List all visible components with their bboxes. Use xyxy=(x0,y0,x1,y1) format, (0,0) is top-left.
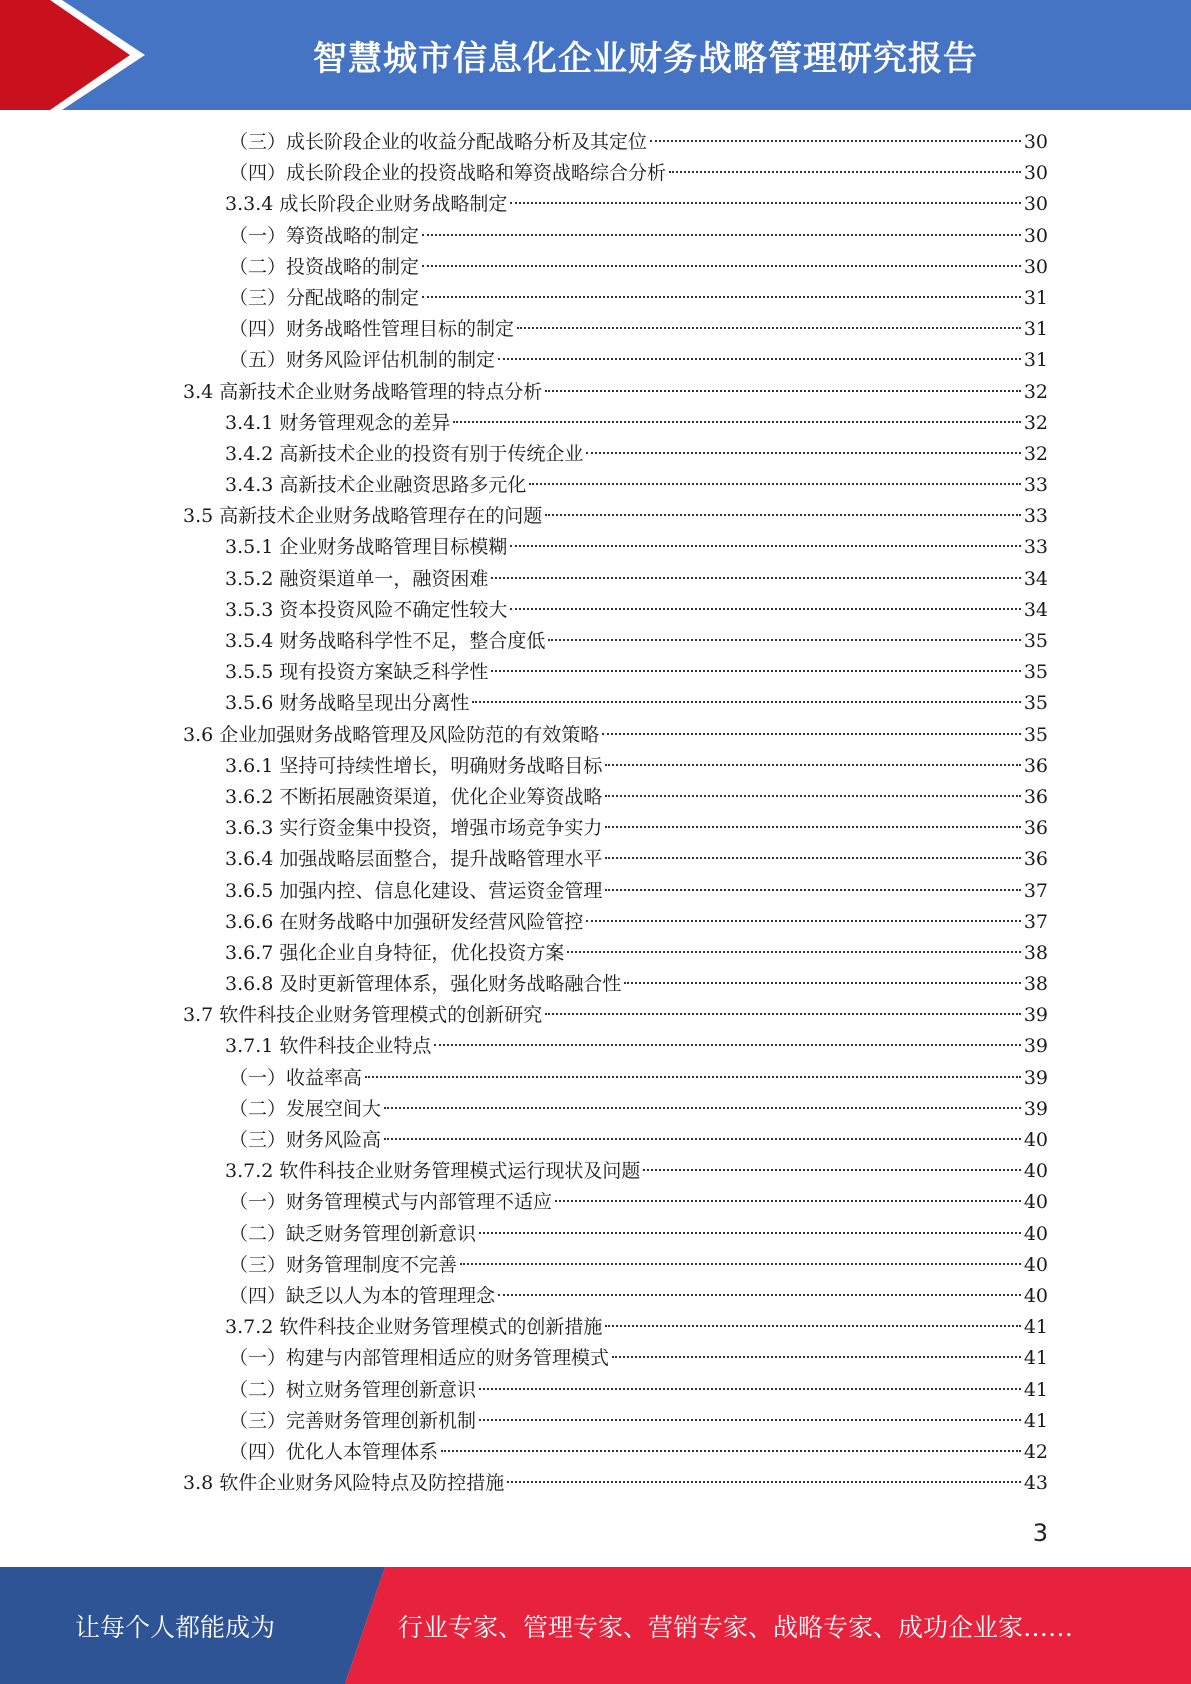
toc-entry[interactable] xyxy=(0,189,1191,220)
toc-entry[interactable] xyxy=(0,1000,1191,1031)
toc-dot-leader xyxy=(529,483,1020,485)
toc-entry-page: 32 xyxy=(1023,411,1048,434)
toc-entry-page: 36 xyxy=(1023,754,1048,777)
toc-entry[interactable] xyxy=(0,564,1191,595)
toc-entry-page: 30 xyxy=(1023,162,1048,185)
toc-entry[interactable] xyxy=(0,345,1191,376)
toc-entry-title: 3.4.1 财务管理观念的差异 xyxy=(225,411,451,434)
toc-entry-page: 41 xyxy=(1023,1347,1048,1370)
footer-slogan: 让每个人都能成为 xyxy=(74,1612,275,1642)
toc-entry[interactable] xyxy=(0,1031,1191,1062)
toc-entry-title: 3.5.2 融资渠道单一，融资困难 xyxy=(225,567,489,590)
toc-entry-page: 36 xyxy=(1023,817,1048,840)
toc-dot-leader xyxy=(586,920,1020,922)
toc-entry-title: （四）成长阶段企业的投资战略和筹资战略综合分析 xyxy=(229,162,667,185)
toc-entry-page: 30 xyxy=(1023,131,1048,153)
toc-dot-leader xyxy=(545,390,1021,392)
toc-entry-page: 30 xyxy=(1023,224,1048,247)
toc-entry[interactable] xyxy=(0,408,1191,439)
toc-dot-leader xyxy=(643,1169,1020,1171)
toc-entry[interactable] xyxy=(0,314,1191,345)
toc-entry[interactable] xyxy=(0,657,1191,688)
toc-entry-page: 31 xyxy=(1023,349,1048,372)
toc-dot-leader xyxy=(479,1232,1021,1234)
toc-entry[interactable] xyxy=(0,1281,1191,1312)
toc-entry[interactable] xyxy=(0,938,1191,969)
toc-dot-leader xyxy=(422,234,1021,236)
toc-entry-page: 32 xyxy=(1023,442,1048,465)
toc-entry-title: 3.4.2 高新技术企业的投资有别于传统企业 xyxy=(225,442,584,465)
toc-entry-title: （三）财务管理制度不完善 xyxy=(229,1253,458,1276)
toc-dot-leader xyxy=(548,639,1020,641)
toc-entry-title: （四）缺乏以人为本的管理理念 xyxy=(229,1284,496,1307)
toc-entry-title: 3.7.2 软件科技企业财务管理模式的创新措施 xyxy=(225,1316,603,1339)
toc-entry-page: 39 xyxy=(1023,1066,1048,1089)
toc-dot-leader xyxy=(434,1044,1020,1046)
toc-dot-leader xyxy=(586,452,1020,454)
toc-entry-page: 37 xyxy=(1023,910,1048,933)
toc-entry-title: 3.6.5 加强内控、信息化建设、营运资金管理 xyxy=(225,879,603,902)
toc-entry-title: 3.6.7 强化企业自身特征，优化投资方案 xyxy=(225,941,565,964)
toc-entry-title: （一）财务管理模式与内部管理不适应 xyxy=(229,1191,553,1214)
chevron-arrow-icon xyxy=(0,0,160,110)
toc-entry[interactable] xyxy=(0,844,1191,875)
toc-entry[interactable] xyxy=(0,532,1191,563)
toc-dot-leader xyxy=(669,171,1021,173)
toc-entry-title: 3.6.2 不断拓展融资渠道，优化企业筹资战略 xyxy=(225,785,603,808)
toc-entry-title: 3.7.2 软件科技企业财务管理模式运行现状及问题 xyxy=(225,1160,641,1183)
toc-entry-page: 40 xyxy=(1023,1222,1048,1245)
toc-entry-title: 3.3.4 成长阶段企业财务战略制定 xyxy=(225,193,508,216)
toc-entry-title: （三）财务风险高 xyxy=(229,1129,382,1151)
toc-entry-page: 36 xyxy=(1023,785,1048,808)
toc-entry-title: 3.6 企业加强财务战略管理及风险防范的有效策略 xyxy=(183,723,600,746)
toc-entry-page: 41 xyxy=(1023,1316,1048,1339)
toc-dot-leader xyxy=(422,265,1021,267)
toc-entry-title: （二）投资战略的制定 xyxy=(229,255,420,278)
toc-entry-page: 35 xyxy=(1023,661,1048,684)
toc-entry-page: 38 xyxy=(1023,973,1048,996)
toc-entry-title: 3.4 高新技术企业财务战略管理的特点分析 xyxy=(183,380,543,403)
toc-entry[interactable] xyxy=(0,595,1191,626)
toc-entry-page: 33 xyxy=(1023,536,1048,559)
page-footer xyxy=(0,1567,1191,1684)
toc-entry-title: 3.6.8 及时更新管理体系，强化财务战略融合性 xyxy=(225,973,622,996)
toc-dot-leader xyxy=(453,421,1020,423)
toc-entry[interactable] xyxy=(0,158,1191,189)
toc-entry-page: 30 xyxy=(1023,193,1048,216)
toc-entry-page: 40 xyxy=(1023,1191,1048,1214)
toc-dot-leader xyxy=(605,1325,1020,1327)
toc-entry-title: （四）优化人本管理体系 xyxy=(229,1440,439,1463)
toc-entry-title: 3.7.1 软件科技企业特点 xyxy=(225,1035,432,1058)
toc-entry[interactable] xyxy=(0,1437,1191,1468)
toc-entry-title: （二）发展空间大 xyxy=(229,1097,382,1120)
toc-entry-page: 42 xyxy=(1023,1440,1048,1463)
toc-dot-leader xyxy=(441,1450,1021,1452)
toc-entry-title: 3.5.1 企业财务战略管理目标模糊 xyxy=(225,536,508,559)
toc-entry[interactable] xyxy=(0,876,1191,907)
toc-entry[interactable] xyxy=(0,720,1191,751)
toc-dot-leader xyxy=(567,951,1020,953)
toc-entry[interactable] xyxy=(0,813,1191,844)
toc-entry-page: 35 xyxy=(1023,692,1048,715)
toc-entry[interactable] xyxy=(0,1343,1191,1374)
toc-entry-page: 33 xyxy=(1023,474,1048,497)
toc-entry[interactable] xyxy=(0,1250,1191,1281)
toc-entry-title: （三）成长阶段企业的收益分配战略分析及其定位 xyxy=(229,131,648,153)
toc-entry-title: 3.7 软件科技企业财务管理模式的创新研究 xyxy=(183,1004,543,1027)
toc-entry[interactable] xyxy=(0,127,1191,158)
toc-dot-leader xyxy=(605,857,1020,859)
toc-entry[interactable] xyxy=(0,1063,1191,1094)
toc-entry-page: 33 xyxy=(1023,505,1048,528)
toc-entry[interactable] xyxy=(0,1312,1191,1343)
toc-entry-title: 3.6.3 实行资金集中投资，增强市场竞争实力 xyxy=(225,817,603,840)
toc-entry-title: 3.5.4 财务战略科学性不足，整合度低 xyxy=(225,630,546,652)
toc-entry-title: 3.6.4 加强战略层面整合，提升战略管理水平 xyxy=(225,848,603,871)
toc-entry-page: 36 xyxy=(1023,848,1048,871)
toc-dot-leader xyxy=(605,764,1020,766)
toc-entry-page: 43 xyxy=(1023,1472,1048,1495)
toc-entry[interactable] xyxy=(0,969,1191,1000)
toc-entry[interactable] xyxy=(0,782,1191,813)
toc-dot-leader xyxy=(472,701,1020,703)
toc-dot-leader xyxy=(605,795,1020,797)
toc-dot-leader xyxy=(605,889,1020,891)
toc-entry-title: 3.5.3 资本投资风险不确定性较大 xyxy=(225,598,508,621)
toc-entry-page: 40 xyxy=(1023,1253,1048,1276)
toc-entry-page: 40 xyxy=(1023,1129,1048,1151)
toc-entry[interactable] xyxy=(0,1375,1191,1406)
toc-entry[interactable] xyxy=(0,1468,1191,1499)
toc-entry[interactable] xyxy=(0,751,1191,782)
toc-entry-title: （二）缺乏财务管理创新意识 xyxy=(229,1222,477,1245)
toc-entry-page: 37 xyxy=(1023,879,1048,902)
toc-entry-title: （一）收益率高 xyxy=(229,1066,363,1089)
toc-entry[interactable] xyxy=(0,470,1191,501)
toc-dot-leader xyxy=(650,140,1021,142)
toc-entry-page: 35 xyxy=(1023,630,1048,652)
toc-entry[interactable] xyxy=(0,1156,1191,1187)
toc-entry-page: 30 xyxy=(1023,255,1048,278)
toc-entry[interactable] xyxy=(0,1094,1191,1125)
toc-entry-page: 40 xyxy=(1023,1284,1048,1307)
toc-dot-leader xyxy=(605,826,1020,828)
toc-entry-title: （四）财务战略性管理目标的制定 xyxy=(229,318,515,341)
toc-dot-leader xyxy=(498,1294,1021,1296)
toc-dot-leader xyxy=(491,577,1020,579)
toc-entry[interactable] xyxy=(0,221,1191,252)
toc-dot-leader xyxy=(479,1419,1021,1421)
toc-entry-title: （五）财务风险评估机制的制定 xyxy=(229,349,496,372)
toc-entry[interactable] xyxy=(0,1187,1191,1218)
toc-entry[interactable] xyxy=(0,377,1191,408)
toc-dot-leader xyxy=(384,1138,1021,1140)
toc-dot-leader xyxy=(545,514,1021,516)
toc-entry[interactable] xyxy=(0,501,1191,532)
toc-entry[interactable] xyxy=(0,626,1191,657)
toc-entry[interactable] xyxy=(0,439,1191,470)
toc-entry-page: 40 xyxy=(1023,1160,1048,1183)
toc-entry-title: 3.5.6 财务战略呈现出分离性 xyxy=(225,692,470,715)
toc-entry-page: 41 xyxy=(1023,1409,1048,1432)
toc-entry-page: 34 xyxy=(1023,598,1048,621)
toc-entry-title: 3.8 软件企业财务风险特点及防控措施 xyxy=(183,1472,505,1495)
toc-entry-page: 34 xyxy=(1023,567,1048,590)
toc-entry[interactable] xyxy=(0,907,1191,938)
toc-dot-leader xyxy=(479,1388,1021,1390)
toc-entry[interactable] xyxy=(0,1406,1191,1437)
toc-entry-title: 3.6.6 在财务战略中加强研发经营风险管控 xyxy=(225,910,584,933)
toc-entry-page: 39 xyxy=(1023,1035,1048,1058)
toc-entry-title: （一）构建与内部管理相适应的财务管理模式 xyxy=(229,1347,610,1370)
toc-entry-page: 31 xyxy=(1023,286,1048,309)
toc-entry-page: 38 xyxy=(1023,941,1048,964)
table-of-contents xyxy=(0,127,1191,1499)
document-title: 智慧城市信息化企业财务战略管理研究报告 xyxy=(313,38,978,79)
toc-entry-title: （一）筹资战略的制定 xyxy=(229,224,420,247)
page-number: 3 xyxy=(1032,1519,1048,1547)
toc-entry-page: 41 xyxy=(1023,1378,1048,1401)
toc-entry-title: 3.5.5 现有投资方案缺乏科学性 xyxy=(225,661,489,684)
toc-dot-leader xyxy=(555,1200,1021,1202)
toc-entry-page: 39 xyxy=(1023,1004,1048,1027)
toc-dot-leader xyxy=(498,358,1021,360)
toc-entry-title: 3.6.1 坚持可持续性增长，明确财务战略目标 xyxy=(225,754,603,777)
toc-entry-page: 39 xyxy=(1023,1097,1048,1120)
toc-dot-leader xyxy=(384,1107,1021,1109)
toc-entry[interactable] xyxy=(0,688,1191,719)
toc-dot-leader xyxy=(507,1481,1021,1483)
toc-entry-page: 32 xyxy=(1023,380,1048,403)
toc-entry-title: （二）树立财务管理创新意识 xyxy=(229,1378,477,1401)
toc-dot-leader xyxy=(422,296,1021,298)
toc-dot-leader xyxy=(624,982,1020,984)
toc-dot-leader xyxy=(510,608,1020,610)
toc-dot-leader xyxy=(510,545,1020,547)
toc-entry[interactable] xyxy=(0,283,1191,314)
toc-dot-leader xyxy=(612,1356,1021,1358)
toc-dot-leader xyxy=(460,1263,1021,1265)
toc-entry-title: 3.5 高新技术企业财务战略管理存在的问题 xyxy=(183,505,543,528)
toc-entry-page: 35 xyxy=(1023,723,1048,746)
toc-entry-title: 3.4.3 高新技术企业融资思路多元化 xyxy=(225,474,527,497)
toc-entry[interactable] xyxy=(0,252,1191,283)
toc-entry[interactable] xyxy=(0,1219,1191,1250)
toc-dot-leader xyxy=(545,1013,1021,1015)
toc-dot-leader xyxy=(491,670,1020,672)
page-header xyxy=(0,0,1191,110)
toc-dot-leader xyxy=(510,202,1020,204)
toc-entry-page: 31 xyxy=(1023,318,1048,341)
toc-dot-leader xyxy=(517,327,1021,329)
toc-dot-leader xyxy=(602,733,1021,735)
toc-entry[interactable] xyxy=(0,1125,1191,1156)
toc-dot-leader xyxy=(365,1076,1021,1078)
toc-entry-title: （三）完善财务管理创新机制 xyxy=(229,1409,477,1432)
footer-tagline: 行业专家、管理专家、营销专家、战略专家、成功企业家…… xyxy=(398,1612,1074,1642)
toc-entry-title: （三）分配战略的制定 xyxy=(229,286,420,309)
